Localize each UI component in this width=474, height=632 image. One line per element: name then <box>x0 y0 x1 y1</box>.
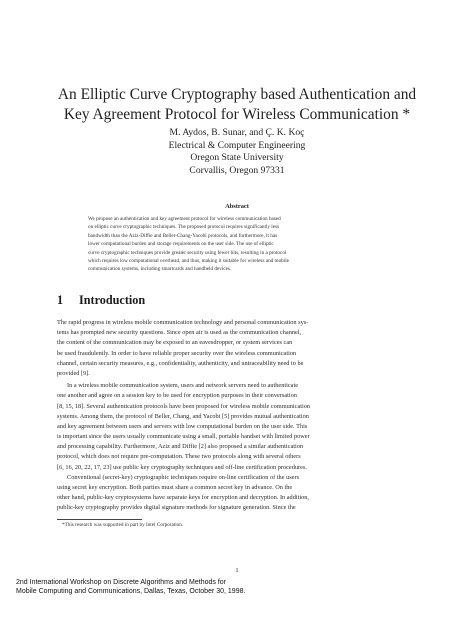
body-line: systems. Among them, the protocol of Beller, Chang, and Yacobi [5] provides mutual authentication <box>57 412 309 420</box>
body-line: [6, 16, 20, 22, 17, 23] use public key cryptography techniques and off-line certification procedures. <box>57 463 307 471</box>
author-location: Corvallis, Oregon 97331 <box>189 164 285 176</box>
body-line: channel, certain security measures, e.g., confidentiality, authenticity, and untraceability need to be <box>57 359 304 367</box>
body-line: using secret key encryption. Both parties must share a common secret key in advance. On the <box>57 484 293 491</box>
body-line: is important since the users usually communicate using a small, portable handset with limited power <box>57 433 310 441</box>
title-line-1: An Elliptic Curve Cryptography based Authentication and <box>57 86 417 103</box>
author-department: Electrical & Computer Engineering <box>168 139 306 151</box>
abstract-line: lower computational burden and storage requirements on the user side. The use of elliptic <box>88 241 274 248</box>
body-line: be used fraudulently. In order to have reliable proper security over the wireless communication <box>57 349 297 357</box>
body-line: the content of the communication may be exposed to an eavesdropper, or system services can <box>57 339 293 347</box>
author-block <box>40 127 434 177</box>
abstract-heading: Abstract <box>225 203 249 210</box>
abstract-line: communication systems, including smartcards and handheld devices. <box>88 266 232 273</box>
page-number: 1 <box>235 567 239 574</box>
section-heading <box>57 293 145 308</box>
abstract-line: bandwidth than the Aziz-Diffie and Beller-Chang-Yacobi protocols, and furthermore, it has <box>88 232 278 239</box>
footnote: *This research was supported in part by Intel Corporation. <box>62 522 184 528</box>
abstract-line: curve cryptographic techniques provide greater security using fewer bits, resulting in a protocol <box>88 249 287 256</box>
body-line: protocol, which does not require pre-computation. These two protocols along with several others <box>57 453 301 461</box>
author-names: M. Aydos, B. Sunar, and Ç. K. Koç <box>169 127 305 138</box>
body-line: [8, 15, 18]. Several authentication protocols have been proposed for wireless mobile communication <box>57 402 311 410</box>
abstract-body <box>88 215 388 274</box>
paper-title <box>40 85 434 125</box>
section-title: Introduction <box>79 293 146 307</box>
body-line: and processing capability. Furthermore, Aziz and Diffie [2] also proposed a similar authentication <box>57 443 304 451</box>
body-line: The rapid progress in wireless mobile communication technology and personal communication sys- <box>57 319 309 326</box>
body-line: tems has prompted new security questions. Since open air is used as the communication channel, <box>57 329 302 337</box>
footnote-rule <box>57 519 142 520</box>
body-line: other hand, public-key cryptosystems have separate keys for encryption and decryption. In addition, <box>57 494 309 502</box>
abstract-line: We propose an authentication and key agreement protocol for wireless communication based <box>88 216 281 222</box>
abstract-line: on elliptic curve cryptographic techniques. The proposed protocol requires significantly less <box>88 224 280 231</box>
abstract-line: which requires low computational overhead, and thus, making it suitable for wireless and mobile <box>88 258 289 265</box>
body-line: public-key cryptography provides digital signature methods for signature generation. Since the <box>57 504 296 512</box>
body-line: In a wireless mobile communication system, users and network servers need to authenticate <box>67 382 298 390</box>
body-line: and key agreement between users and servers with low computational burden on the user side. This <box>57 422 308 430</box>
workshop-line-1: 2nd International Workshop on Discrete Algorithms and Methods for <box>16 579 226 586</box>
author-university: Oregon State University <box>190 152 284 164</box>
workshop-line-2: Mobile Computing and Communications, Dallas, Texas, October 30, 1998. <box>16 588 246 596</box>
workshop-notice <box>16 578 245 596</box>
body-line: one another and agree on a session key to be used for encryption purposes in their conversation <box>57 392 297 400</box>
body-line: provided [9]. <box>57 369 90 377</box>
section-number: 1 <box>57 293 64 307</box>
body-line: Conventional (secret-key) cryptographic techniques require on-line certification of the users <box>67 473 300 481</box>
title-line-2: Key Agreement Protocol for Wireless Communication * <box>63 106 411 123</box>
body-text <box>57 318 420 514</box>
